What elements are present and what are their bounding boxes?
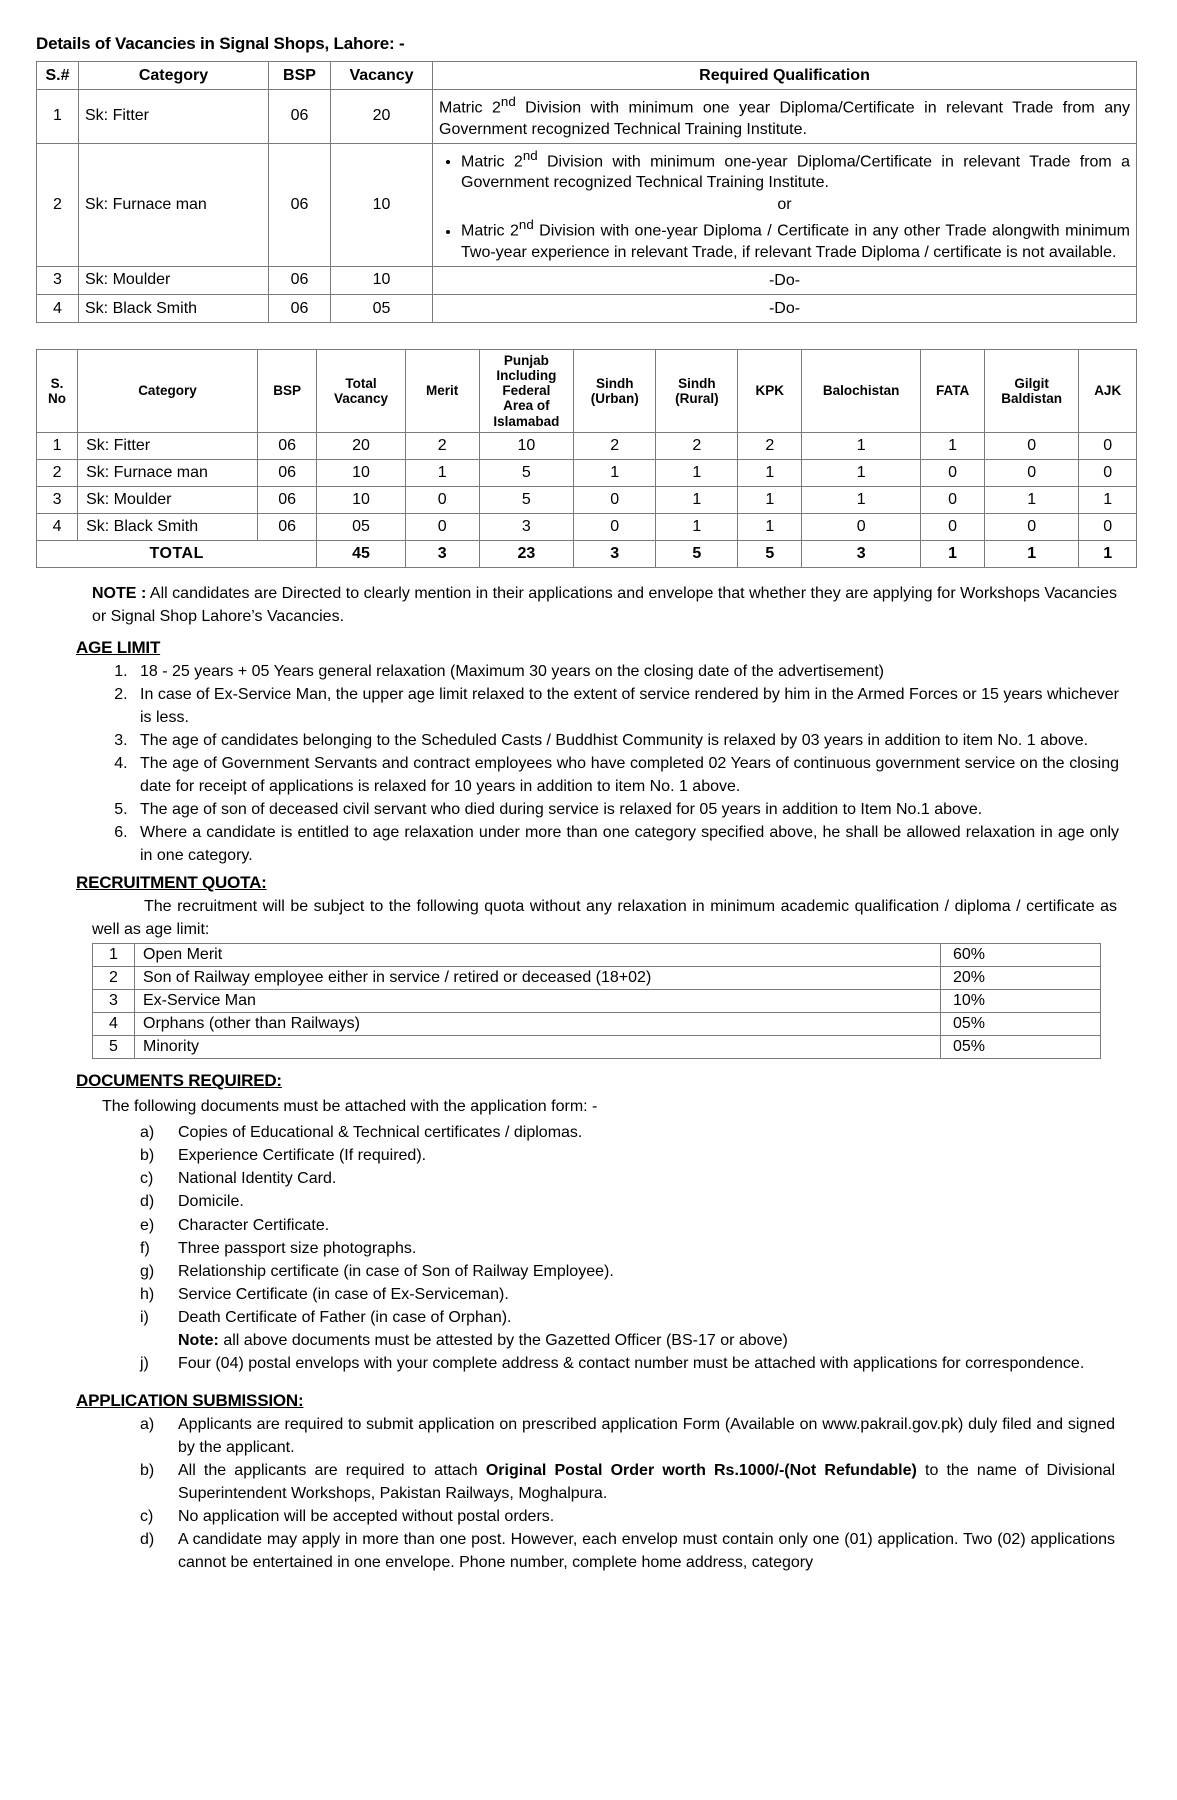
list-item-text: Four (04) postal envelops with your complete address & contact number must be attached with applications for correspondence. xyxy=(178,1354,1085,1372)
qual-post: Division with minimum one year Diploma/Certificate in relevant Trade from any Government recognized Technical Training Institute. xyxy=(439,99,1130,138)
application-submission-list xyxy=(36,1413,1137,1574)
header-total-line1: Total xyxy=(345,375,377,391)
header-gilgit-line1: Gilgit xyxy=(1014,375,1049,391)
inline-note-label: Note: xyxy=(178,1331,219,1349)
cell-sindh-urban: 1 xyxy=(574,459,656,486)
list-marker: e) xyxy=(140,1216,155,1234)
cell-sindh-rural: 1 xyxy=(656,459,738,486)
cell-sn: 4 xyxy=(37,294,79,322)
table-row xyxy=(37,459,1137,486)
cell-sindh-urban: 2 xyxy=(574,432,656,459)
cell-no: 1 xyxy=(93,944,135,967)
header-total-line2: Vacancy xyxy=(334,390,389,406)
recruitment-quota-intro: The recruitment will be subject to the following quota without any relaxation in minimum academic qualification / diploma / certificate as well as age limit: xyxy=(92,898,1117,939)
cell-balochistan: 0 xyxy=(802,513,921,540)
header-punjab-line1: Punjab xyxy=(503,353,549,369)
cell-quota-percent: 20% xyxy=(941,967,1101,990)
qualification-bullets-2 xyxy=(439,216,1130,263)
cell-sno: 2 xyxy=(37,459,78,486)
cell-sindh-urban: 0 xyxy=(574,486,656,513)
list-item-text-bold: Original Postal Order worth Rs.1000/-(Not Refundable) xyxy=(485,1461,917,1479)
cell-fata: 0 xyxy=(921,513,985,540)
list-marker: c) xyxy=(140,1170,154,1188)
cell-total-vacancy: 45 xyxy=(317,540,405,567)
header-balochistan: Balochistan xyxy=(802,350,921,433)
quota-table-header-row xyxy=(37,350,1137,433)
cell-bsp: 06 xyxy=(257,486,317,513)
qualification-bullet xyxy=(461,216,1130,263)
list-item: 3. The age of candidates belonging to the Scheduled Casts / Buddhist Community is relaxed by 03 years in addition to item No. 1 above. xyxy=(132,729,1137,752)
header-sno xyxy=(37,350,78,433)
list-item-text: Relationship certificate (in case of Son of Railway Employee). xyxy=(178,1262,614,1280)
cell-no: 3 xyxy=(93,990,135,1013)
cell-quota-name: Open Merit xyxy=(135,944,941,967)
cell-total: 10 xyxy=(317,486,405,513)
cell-quota-name: Minority xyxy=(135,1036,941,1059)
cell-category: Sk: Furnace man xyxy=(79,143,269,266)
header-sindh-urban xyxy=(574,350,656,433)
bullet2-superscript: nd xyxy=(518,217,534,233)
documents-inline-note xyxy=(140,1329,1137,1352)
cell-total: 20 xyxy=(317,432,405,459)
cell-sn: 2 xyxy=(37,143,79,266)
cell-sindh-urban: 0 xyxy=(574,513,656,540)
list-item xyxy=(140,1214,1137,1237)
cell-qualification xyxy=(433,143,1137,266)
header-sno-line2: No xyxy=(48,390,67,406)
header-sindh-urban-line2: (Urban) xyxy=(590,390,639,406)
cell-category: Sk: Moulder xyxy=(78,486,258,513)
header-fata: FATA xyxy=(921,350,985,433)
list-item-text: Character Certificate. xyxy=(178,1216,330,1234)
list-marker: j) xyxy=(140,1354,149,1372)
cell-balochistan: 1 xyxy=(802,459,921,486)
qual-superscript: nd xyxy=(500,94,516,110)
list-marker: d) xyxy=(140,1193,155,1211)
cell-total-gilgit: 1 xyxy=(984,540,1078,567)
cell-kpk: 1 xyxy=(738,486,802,513)
table-row xyxy=(37,432,1137,459)
list-marker: h) xyxy=(140,1285,155,1303)
cell-balochistan: 1 xyxy=(802,486,921,513)
cell-vacancy: 20 xyxy=(331,90,433,144)
table-row xyxy=(37,90,1137,144)
cell-gilgit: 0 xyxy=(984,432,1078,459)
qualification-bullet xyxy=(461,147,1130,194)
cell-total: 05 xyxy=(317,513,405,540)
list-item: 1. 18 - 25 years + 05 Years general relaxation (Maximum 30 years on the closing date of the advertisement) xyxy=(132,660,1137,683)
cell-total-sindh-rural: 5 xyxy=(656,540,738,567)
header-gilgit-line2: Baldistan xyxy=(1001,390,1063,406)
qualification-or-label: or xyxy=(777,196,792,214)
table-row xyxy=(93,944,1101,967)
table-row xyxy=(93,1036,1101,1059)
qual-pre: Matric 2 xyxy=(439,99,501,117)
header-punjab-line3: Federal xyxy=(502,383,551,399)
table-row xyxy=(93,1013,1101,1036)
list-marker: a) xyxy=(140,1124,155,1142)
cell-punjab: 10 xyxy=(479,432,573,459)
list-item: 4. The age of Government Servants and contract employees who have completed 02 Years of continuous government service on the closing date for receipt of applications is relaxed for 10 years in addition to item No. 1 above. xyxy=(132,752,1137,798)
cell-bsp: 06 xyxy=(269,266,331,294)
cell-fata: 0 xyxy=(921,486,985,513)
header-gilgit-baldistan xyxy=(984,350,1078,433)
table-row xyxy=(93,967,1101,990)
list-item-text: Domicile. xyxy=(178,1193,244,1211)
cell-category: Sk: Black Smith xyxy=(79,294,269,322)
list-marker: b) xyxy=(140,1461,155,1479)
cell-total-ajk: 1 xyxy=(1079,540,1137,567)
header-category: Category xyxy=(78,350,258,433)
cell-total-sindh-urban: 3 xyxy=(574,540,656,567)
cell-total-label: TOTAL xyxy=(37,540,317,567)
list-item-text: A candidate may apply in more than one post. However, each envelop must contain only one (01) application. Two (02) applications cannot be entertained in one envelope. Phone number, complete home address, category xyxy=(178,1530,1115,1571)
list-item-text: National Identity Card. xyxy=(178,1170,337,1188)
cell-merit: 0 xyxy=(405,486,479,513)
list-item-text: Copies of Educational & Technical certificates / diplomas. xyxy=(178,1124,583,1142)
header-sn: S.# xyxy=(37,62,79,90)
header-sindh-rural-line1: Sindh xyxy=(678,375,716,391)
bullet1-pre: Matric 2 xyxy=(461,152,523,170)
list-item xyxy=(140,1190,1137,1213)
age-limit-list xyxy=(36,660,1137,867)
list-item xyxy=(140,1167,1137,1190)
list-item: 5. The age of son of deceased civil servant who died during service is relaxed for 05 years in addition to Item No.1 above. xyxy=(132,798,1137,821)
list-item xyxy=(140,1260,1137,1283)
header-category: Category xyxy=(79,62,269,90)
cell-quota-percent: 10% xyxy=(941,990,1101,1013)
header-sindh-rural xyxy=(656,350,738,433)
cell-category: Sk: Furnace man xyxy=(78,459,258,486)
table-row xyxy=(37,143,1137,266)
header-sno-line1: S. xyxy=(50,375,64,391)
cell-ajk: 1 xyxy=(1079,486,1137,513)
cell-sindh-rural: 1 xyxy=(656,513,738,540)
list-marker: c) xyxy=(140,1507,154,1525)
age-limit-heading: AGE LIMIT xyxy=(76,638,161,657)
list-item-text: Death Certificate of Father (in case of Orphan). xyxy=(178,1308,512,1326)
cell-total-merit: 3 xyxy=(405,540,479,567)
cell-punjab: 5 xyxy=(479,459,573,486)
list-item xyxy=(140,1505,1137,1528)
cell-qualification: -Do- xyxy=(433,266,1137,294)
list-marker: i) xyxy=(140,1308,149,1326)
cell-kpk: 1 xyxy=(738,459,802,486)
bullet2-pre: Matric 2 xyxy=(461,222,519,240)
cell-bsp: 06 xyxy=(269,143,331,266)
list-item xyxy=(140,1144,1137,1167)
cell-bsp: 06 xyxy=(257,432,317,459)
cell-vacancy: 10 xyxy=(331,266,433,294)
header-sindh-urban-line1: Sindh xyxy=(595,375,634,391)
cell-sn: 1 xyxy=(37,90,79,144)
cell-ajk: 0 xyxy=(1079,459,1137,486)
list-item xyxy=(140,1121,1137,1144)
cell-total: 10 xyxy=(317,459,405,486)
cell-punjab: 5 xyxy=(479,486,573,513)
cell-ajk: 0 xyxy=(1079,432,1137,459)
cell-bsp: 06 xyxy=(269,90,331,144)
table-row xyxy=(37,294,1137,322)
bullet1-superscript: nd xyxy=(522,147,538,163)
recruitment-quota-table xyxy=(92,943,1101,1059)
inline-note-text: all above documents must be attested by the Gazetted Officer (BS-17 or above) xyxy=(218,1331,788,1349)
cell-sno: 1 xyxy=(37,432,78,459)
list-marker: b) xyxy=(140,1147,155,1165)
cell-punjab: 3 xyxy=(479,513,573,540)
cell-gilgit: 0 xyxy=(984,513,1078,540)
application-submission-heading: APPLICATION SUBMISSION: xyxy=(76,1390,304,1410)
page-title: Details of Vacancies in Signal Shops, Lahore: - xyxy=(36,34,405,53)
cell-total-punjab: 23 xyxy=(479,540,573,567)
cell-fata: 0 xyxy=(921,459,985,486)
cell-category: Sk: Fitter xyxy=(79,90,269,144)
documents-required-heading: DOCUMENTS REQUIRED: xyxy=(76,1071,282,1091)
cell-qualification: -Do- xyxy=(433,294,1137,322)
cell-category: Sk: Fitter xyxy=(78,432,258,459)
header-total-vacancy xyxy=(317,350,405,433)
header-vacancy: Vacancy xyxy=(331,62,433,90)
cell-total-fata: 1 xyxy=(921,540,985,567)
cell-bsp: 06 xyxy=(269,294,331,322)
cell-category: Sk: Moulder xyxy=(79,266,269,294)
cell-quota-percent: 60% xyxy=(941,944,1101,967)
list-marker: f) xyxy=(140,1239,150,1257)
cell-kpk: 1 xyxy=(738,513,802,540)
list-item-text: No application will be accepted without postal orders. xyxy=(178,1507,555,1525)
cell-quota-name: Orphans (other than Railways) xyxy=(135,1013,941,1036)
cell-sindh-rural: 1 xyxy=(656,486,738,513)
list-item-text: Applicants are required to submit application on prescribed application Form (Available on www.pakrail.gov.pk) duly filed and signed by the applicant. xyxy=(178,1415,1115,1456)
list-item xyxy=(140,1237,1137,1260)
cell-bsp: 06 xyxy=(257,459,317,486)
bullet2-post: Division with one-year Diploma / Certificate in any other Trade alongwith minimum Two-year experience in relevant Trade, if relevant Trade Diploma / certificate is not available. xyxy=(461,222,1130,261)
cell-no: 5 xyxy=(93,1036,135,1059)
cell-gilgit: 1 xyxy=(984,486,1078,513)
list-item xyxy=(140,1306,1137,1329)
header-sindh-rural-line2: (Rural) xyxy=(675,390,719,406)
list-item-text: Experience Certificate (If required). xyxy=(178,1147,427,1165)
cell-merit: 0 xyxy=(405,513,479,540)
recruitment-quota-heading: RECRUITMENT QUOTA: xyxy=(76,873,267,893)
vacancy-table xyxy=(36,61,1137,323)
cell-quota-percent: 05% xyxy=(941,1036,1101,1059)
cell-kpk: 2 xyxy=(738,432,802,459)
header-bsp: BSP xyxy=(269,62,331,90)
cell-fata: 1 xyxy=(921,432,985,459)
cell-bsp: 06 xyxy=(257,513,317,540)
cell-merit: 1 xyxy=(405,459,479,486)
table-total-row xyxy=(37,540,1137,567)
cell-category: Sk: Black Smith xyxy=(78,513,258,540)
cell-merit: 2 xyxy=(405,432,479,459)
cell-vacancy: 10 xyxy=(331,143,433,266)
cell-total-balochistan: 3 xyxy=(802,540,921,567)
cell-quota-percent: 05% xyxy=(941,1013,1101,1036)
list-item: 2. In case of Ex-Service Man, the upper age limit relaxed to the extent of service rendered by him in the Armed Forces or 15 years whichever is less. xyxy=(132,683,1137,729)
list-marker: d) xyxy=(140,1530,155,1548)
documents-required-intro: The following documents must be attached with the application form: - xyxy=(102,1098,598,1116)
list-item: 6. Where a candidate is entitled to age relaxation under more than one category specified above, he shall be allowed relaxation in age only in one category. xyxy=(132,821,1137,867)
cell-sno: 3 xyxy=(37,486,78,513)
list-marker: a) xyxy=(140,1415,155,1433)
bullet1-post: Division with minimum one-year Diploma/Certificate in relevant Trade from a Government recognized Technical Training Institute. xyxy=(461,152,1130,192)
list-item xyxy=(140,1283,1137,1306)
cell-no: 4 xyxy=(93,1013,135,1036)
cell-quota-name: Son of Railway employee either in service / retired or deceased (18+02) xyxy=(135,967,941,990)
cell-sindh-rural: 2 xyxy=(656,432,738,459)
cell-sno: 4 xyxy=(37,513,78,540)
vacancy-table-header-row xyxy=(37,62,1137,90)
table-row xyxy=(93,990,1101,1013)
cell-balochistan: 1 xyxy=(802,432,921,459)
list-item xyxy=(140,1528,1137,1574)
cell-total-kpk: 5 xyxy=(738,540,802,567)
cell-no: 2 xyxy=(93,967,135,990)
quota-distribution-table xyxy=(36,349,1137,568)
list-item xyxy=(140,1352,1137,1375)
header-punjab-line2: Including xyxy=(496,368,557,384)
cell-ajk: 0 xyxy=(1079,513,1137,540)
cell-vacancy: 05 xyxy=(331,294,433,322)
header-ajk: AJK xyxy=(1079,350,1137,433)
note-label: NOTE : xyxy=(92,584,147,602)
list-item xyxy=(140,1413,1137,1459)
list-item-text: Three passport size photographs. xyxy=(178,1239,417,1257)
header-merit: Merit xyxy=(405,350,479,433)
cell-gilgit: 0 xyxy=(984,459,1078,486)
list-item-text-pre: All the applicants are required to attach xyxy=(178,1461,486,1479)
header-qualification: Required Qualification xyxy=(433,62,1137,90)
note-block xyxy=(92,582,1137,628)
header-punjab xyxy=(479,350,573,433)
header-kpk: KPK xyxy=(738,350,802,433)
list-item xyxy=(140,1459,1137,1505)
header-punjab-line4: Area of xyxy=(503,398,550,414)
cell-quota-name: Ex-Service Man xyxy=(135,990,941,1013)
list-marker: g) xyxy=(140,1262,155,1280)
table-row xyxy=(37,486,1137,513)
documents-required-list xyxy=(36,1121,1137,1374)
header-bsp: BSP xyxy=(257,350,317,433)
list-item-text: Service Certificate (in case of Ex-Serviceman). xyxy=(178,1285,509,1303)
list-item-text-post: to the name of Divisional Superintendent Workshops, Pakistan Railways, Moghalpura. xyxy=(178,1461,1116,1502)
table-row xyxy=(37,513,1137,540)
cell-sn: 3 xyxy=(37,266,79,294)
qualification-bullets xyxy=(439,147,1130,194)
note-text: All candidates are Directed to clearly mention in their applications and envelope that whether they are applying for Workshops Vacancies or Signal Shop Lahore’s Vacancies. xyxy=(92,584,1118,625)
table-row xyxy=(37,266,1137,294)
header-punjab-line5: Islamabad xyxy=(493,413,560,429)
cell-qualification xyxy=(433,90,1137,144)
